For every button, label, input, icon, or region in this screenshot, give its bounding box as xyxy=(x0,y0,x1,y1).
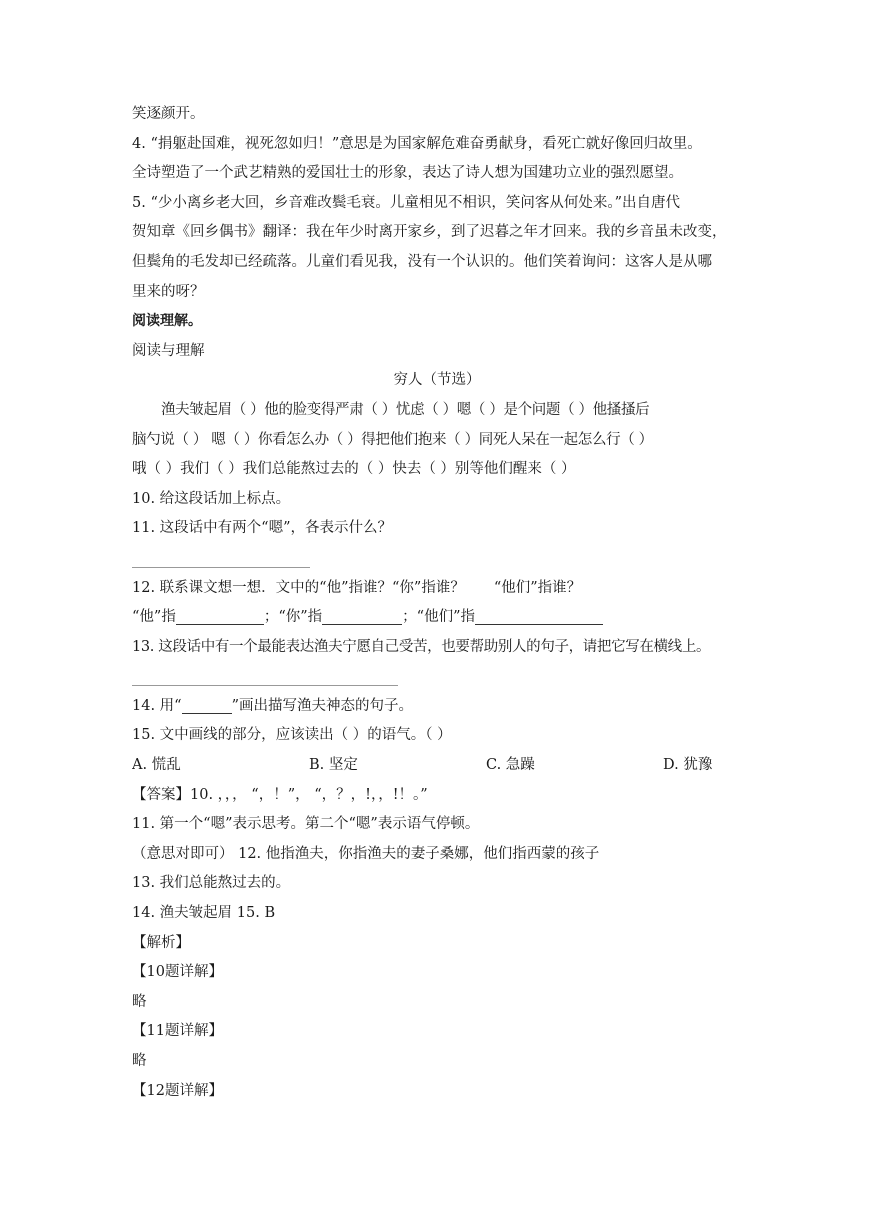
document-page xyxy=(132,100,742,1106)
blank-tamen[interactable] xyxy=(475,608,603,625)
text-line: 5. “少小离乡老大回，乡音难改鬓毛衰。儿童相见不相识，笑问客从何处来。”出自唐代 xyxy=(132,194,681,211)
detail-11-heading: 【11题详解】 xyxy=(132,1023,223,1040)
option-c[interactable]: C. 急躁 xyxy=(486,757,535,774)
text-line: 但鬓角的毛发却已经疏落。儿童们看见我，没有一个认识的。他们笑着询问：这客人是从哪 xyxy=(132,253,712,270)
detail-12-heading: 【12题详解】 xyxy=(132,1082,223,1099)
question-15: 15. 文中画线的部分，应该读出（ ）的语气。（ ） xyxy=(132,727,452,744)
answer-14-15: 14. 渔夫皱起眉 15. B xyxy=(132,905,276,922)
question-13: 13. 这段话中有一个最能表达渔夫宁愿自己受苦，也要帮助别人的句子，请把它写在横线上。 xyxy=(132,638,711,655)
options-row xyxy=(132,751,742,781)
q12-label-he: “他”指 xyxy=(132,609,176,626)
section-heading: 阅读理解。 xyxy=(132,313,202,330)
detail-11-body: 略 xyxy=(132,1053,147,1069)
q14-prefix: 14. 用“ xyxy=(132,697,182,714)
blank-ni[interactable] xyxy=(322,608,402,625)
answer-11: 11. 第一个“嗯”表示思考。第二个“嗯”表示语气停顿。 xyxy=(132,816,480,833)
text-line: 4. “捐躯赴国难，视死忽如归！”意思是为国家解危难奋勇献身，看死亡就好像回归故里。 xyxy=(132,135,702,152)
question-11: 11. 这段话中有两个“嗯”，各表示什么？ xyxy=(132,520,392,537)
text-line: 笑逐颜开。 xyxy=(132,106,205,122)
answer-line-11[interactable] xyxy=(132,544,742,574)
passage-title: 穷人（节选） xyxy=(393,372,481,389)
passage-line: 哦（ ）我们（ ）我们总能熬过去的（ ）快去（ ）别等他们醒来（ ） xyxy=(132,461,576,478)
detail-10-body: 略 xyxy=(132,993,147,1010)
q12-label-tamen: ；“他们”指 xyxy=(402,609,475,626)
option-b[interactable]: B. 坚定 xyxy=(309,757,358,774)
passage-line: 脑勺说（ ） 嗯（ ）你看怎么办（ ）得把他们抱来（ ）同死人呆在一起怎么行（ ） xyxy=(132,431,653,448)
q14-suffix: ”画出描写渔夫神态的句子。 xyxy=(231,697,414,714)
answer-10: 【答案】10. ，，， “，！”， “，？，!，，!！。” xyxy=(132,786,428,803)
text-line: 贺知章《回乡偶书》翻译：我在年少时离开家乡，到了迟暮之年才回来。我的乡音虽未改变， xyxy=(132,224,727,241)
detail-10-heading: 【10题详解】 xyxy=(132,964,223,981)
analysis-heading: 【解析】 xyxy=(132,934,190,951)
question-14 xyxy=(132,692,742,722)
question-10: 10. 给这段话加上标点。 xyxy=(132,490,291,507)
q12-label-ni: ；“你”指 xyxy=(263,609,323,626)
answer-12: （意思对即可） 12. 他指渔夫，你指渔夫的妻子桑娜，他们指西蒙的孩子 xyxy=(132,845,600,862)
option-a[interactable]: A. 慌乱 xyxy=(132,757,181,774)
blank-he[interactable] xyxy=(176,608,264,625)
answer-line-13[interactable] xyxy=(132,662,742,692)
section-subheading: 阅读与理解 xyxy=(132,342,205,359)
question-12-fill xyxy=(132,603,742,633)
underline-sample xyxy=(182,699,232,714)
text-line: 全诗塑造了一个武艺精熟的爱国壮士的形象，表达了诗人想为国建功立业的强烈愿望。 xyxy=(132,165,683,182)
text-line: 里来的呀？ xyxy=(132,283,205,300)
passage-line: 渔夫皱起眉（ ）他的脸变得严肃（ ）忧虑（ ）嗯（ ）是个问题（ ）他搔搔后 xyxy=(161,401,650,418)
option-d[interactable]: D. 犹豫 xyxy=(663,757,713,774)
answer-13: 13. 我们总能熬过去的。 xyxy=(132,875,291,892)
question-12: 12. 联系课文想一想．文中的“他”指谁？“你”指谁？ “他们”指谁？ xyxy=(132,579,582,596)
